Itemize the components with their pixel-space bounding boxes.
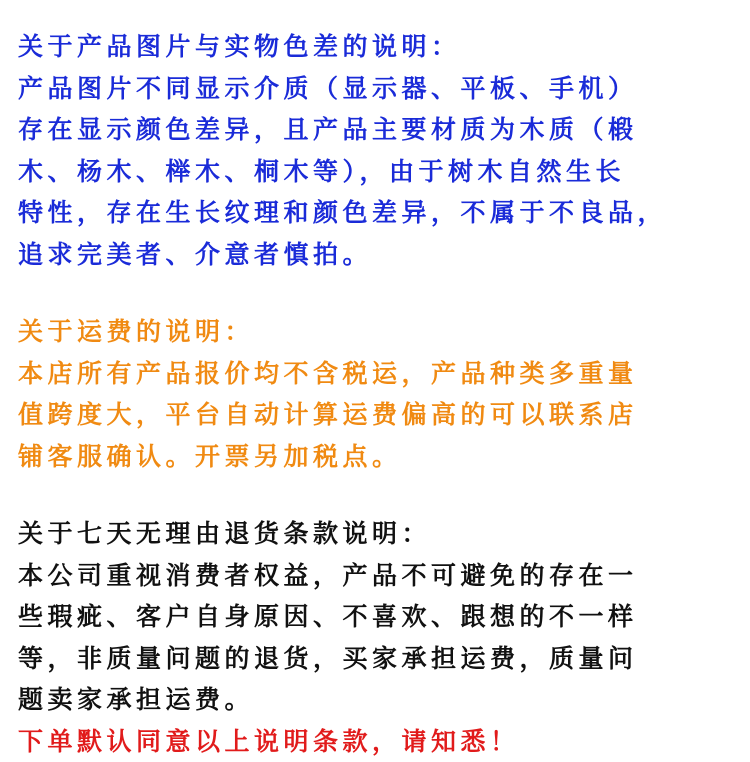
return-policy-title: 关于七天无理由退货条款说明： xyxy=(18,513,750,555)
confirmation-text: 下单默认同意以上说明条款，请知悉！ xyxy=(18,721,750,762)
return-policy-line: 些瑕疵、客户自身原因、不喜欢、跟想的不一样 xyxy=(18,596,750,638)
product-color-title: 关于产品图片与实物色差的说明： xyxy=(18,26,750,68)
product-color-line: 特性，存在生长纹理和颜色差异，不属于不良品， xyxy=(18,192,750,234)
shipping-fee-section xyxy=(18,311,750,477)
product-color-line: 追求完美者、介意者慎拍。 xyxy=(18,234,750,276)
product-color-difference-section xyxy=(18,26,750,275)
product-color-line: 存在显示颜色差异，且产品主要材质为木质（椴 xyxy=(18,109,750,151)
return-policy-line: 本公司重视消费者权益，产品不可避免的存在一 xyxy=(18,555,750,597)
return-policy-line: 等，非质量问题的退货，买家承担运费，质量问 xyxy=(18,638,750,680)
product-color-line: 产品图片不同显示介质（显示器、平板、手机） xyxy=(18,68,750,110)
shipping-fee-line: 本店所有产品报价均不含税运，产品种类多重量 xyxy=(18,353,750,395)
section-spacer xyxy=(18,275,750,311)
section-spacer xyxy=(18,477,750,513)
shipping-fee-line: 铺客服确认。开票另加税点。 xyxy=(18,436,750,478)
return-policy-line: 题卖家承担运费。 xyxy=(18,679,750,721)
shipping-fee-line: 值跨度大，平台自动计算运费偏高的可以联系店 xyxy=(18,394,750,436)
confirmation-notice xyxy=(18,721,750,762)
return-policy-section xyxy=(18,513,750,721)
shipping-fee-title: 关于运费的说明： xyxy=(18,311,750,353)
product-color-line: 木、杨木、榉木、桐木等），由于树木自然生长 xyxy=(18,151,750,193)
